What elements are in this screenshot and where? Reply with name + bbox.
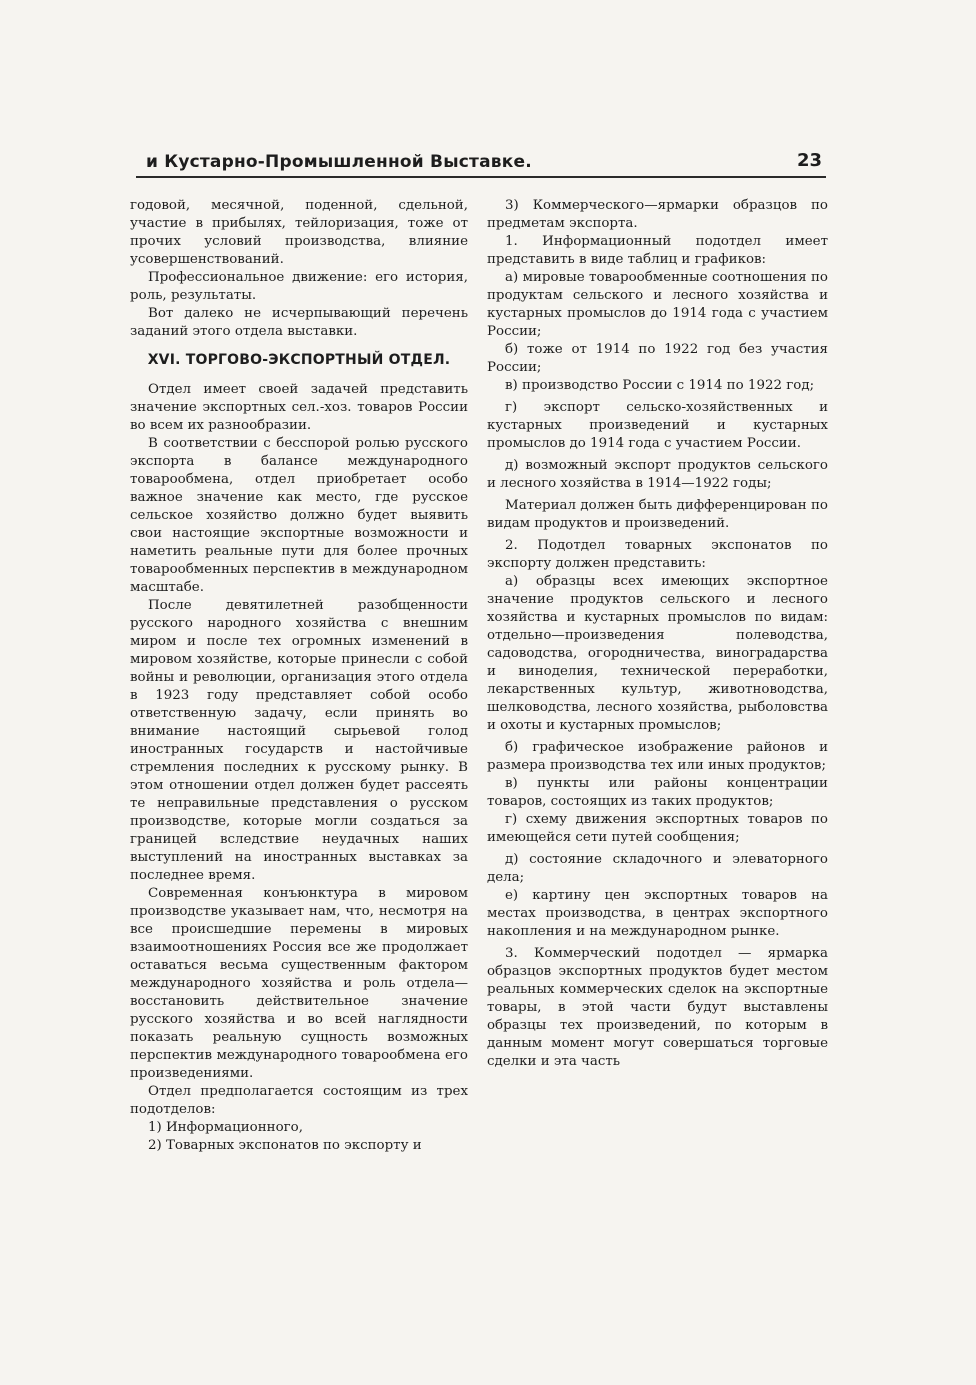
- paragraph: Вот далеко не исчерпывающий перечень заданий этого отдела выставки.: [130, 306, 468, 339]
- list-item: а) мировые товарообменные соотношения по продуктам сельского и лесного хозяйства и кустарных промыслов до 1914 года с участием России;: [487, 270, 828, 339]
- list-item: д) возможный экспорт продуктов сельского и лесного хозяйства в 1914—1922 годы;: [487, 458, 828, 491]
- section-heading: XVI. ТОРГОВО-ЭКСПОРТНЫЙ ОТДЕЛ.: [147, 352, 451, 368]
- list-item: д) состояние складочного и элеваторного дела;: [487, 852, 828, 885]
- paragraph: 2. Подотдел товарных экспонатов по экспорту должен представить:: [487, 538, 828, 571]
- list-item: а) образцы всех имеющих экспортное значение продуктов сельского и лесного хозяйства и кустарных промыслов по видам: отдельно—произведения полеводства, садоводства, огородничества, виноградарства и виноделия, технической переработки, лекарственных культур, животноводства, шелководства, лесного хозяйства, рыболовства и охоты и кустарных промыслов;: [487, 574, 828, 733]
- list-item: 1) Информационного,: [148, 1120, 303, 1135]
- list-item: е) картину цен экспортных товаров на местах производства, в центрах экспортного накопления и на международном рынке.: [487, 888, 828, 939]
- paragraph: Современная конъюнктура в мировом производстве указывает нам, что, несмотря на все происшедшие перемены в мировых взаимоотношениях Россия все же продолжает оставаться весьма существенным фактором международного хозяйства и роль отдела—восстановить действительное значение русского хозяйства и во всей наглядности показать реальную сущность возможных перспектив международного товарообмена его произведениями.: [130, 886, 468, 1081]
- paragraph: Профессиональное движение: его история, роль, результаты.: [130, 270, 468, 303]
- list-item: 2) Товарных экспонатов по экспорту и: [148, 1138, 422, 1153]
- left-column: [130, 197, 468, 1155]
- list-item: б) графическое изображение районов и размера производства тех или иных продуктов;: [487, 740, 828, 773]
- paragraph: В соответствии с бесспорой ролью русского экспорта в балансе международного товарообмена, отдел приобретает особо важное значение как место, где русское сельское хозяйство должно будет выявить свои настоящие экспортные возможности и наметить реальные пути для более прочных товарообменных перспектив в международном масштабе.: [130, 436, 468, 595]
- page-number: 23: [796, 150, 822, 171]
- paragraph: Отдел имеет своей задачей представить значение экспортных сел.-хоз. товаров России во всем их разнообразии.: [130, 382, 468, 433]
- right-column: [487, 197, 828, 1071]
- paragraph: годовой, месячной, поденной, сдельной, участие в прибылях, тейлоризация, тоже от прочих условий производства, влияние усовершенствований.: [130, 198, 468, 267]
- paragraph: После девятилетней разобщенности русского народного хозяйства с внешним миром и после тех огромных изменений в мировом хозяйстве, которые принесли с собой войны и революции, организация этого отдела в 1923 году представляет собой особо ответственную задачу, если принять во внимание настоящий сырьевой голод иностранных государств и настойчивые стремления последних к русскому рынку. В этом отношении отдел должен будет рассеять те неправильные представления о русском производстве, которые могли создаться за границей вследствие неудачных наших выступлений на иностранных выставках за последнее время.: [130, 598, 468, 883]
- page-header: [136, 150, 826, 178]
- paragraph: Отдел предполагается состоящим из трех подотделов:: [130, 1084, 468, 1117]
- list-item: г) схему движения экспортных товаров по имеющейся сети путей сообщения;: [487, 812, 828, 845]
- list-item: б) тоже от 1914 по 1922 год без участия России;: [487, 342, 828, 375]
- paragraph: 3. Коммерческий подотдел — ярмарка образцов экспортных продуктов будет местом реальных коммерческих сделок на экспортные товары, в этой части будут выставлены образцы тех произведений, по которым в данным момент могут совершаться торговые сделки и эта часть: [487, 946, 828, 1069]
- list-item: в) производство России с 1914 по 1922 год;: [505, 378, 815, 393]
- list-item: в) пункты или районы концентрации товаров, состоящих из таких продуктов;: [487, 776, 828, 809]
- list-item: 3) Коммерческого—ярмарки образцов по предметам экспорта.: [487, 198, 828, 231]
- paragraph: Материал должен быть дифференцирован по видам продуктов и произведений.: [487, 498, 828, 531]
- list-item: г) экспорт сельско-хозяйственных и кустарных произведений и кустарных промыслов до 1914 года с участием России.: [487, 400, 828, 451]
- paragraph: 1. Информационный подотдел имеет представить в виде таблиц и графиков:: [487, 234, 828, 267]
- running-title: и Кустарно-Промышленной Выставке.: [146, 152, 532, 172]
